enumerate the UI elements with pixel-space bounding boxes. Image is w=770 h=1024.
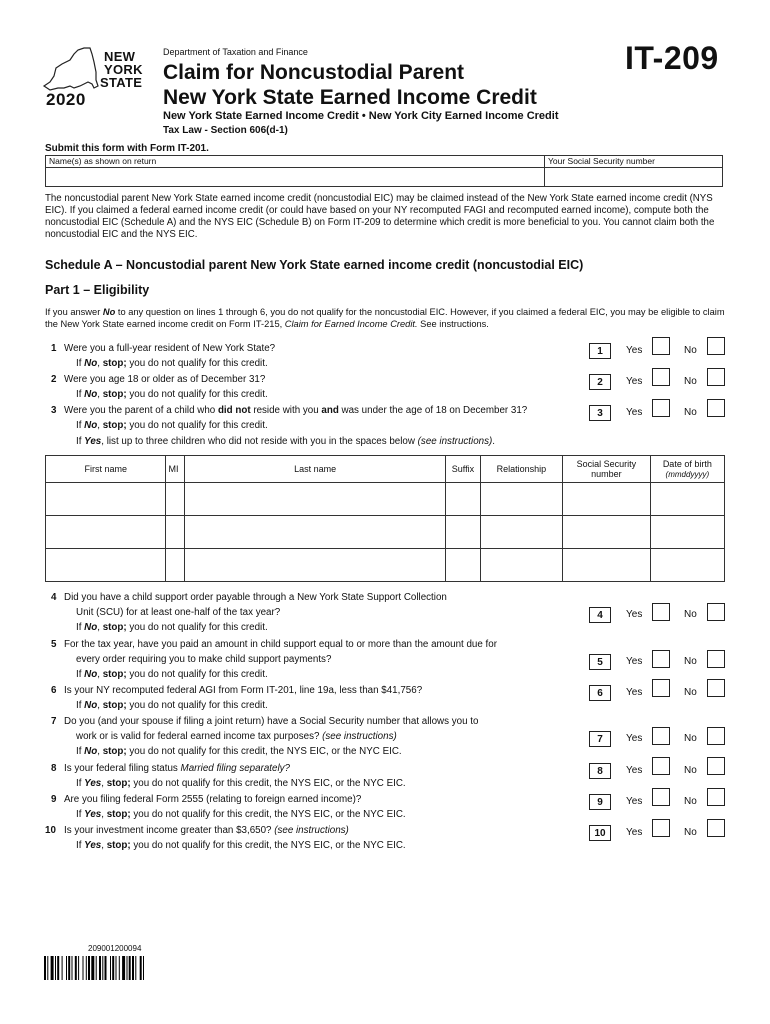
intro-paragraph: The noncustodial parent New York State earned income credit (noncustodial EIC) may be claimed instead of the New York State earned income credit (NYS EIC). If you claimed a federal earned income credit (or could have based on your NY recomputed FAGI and recomputed earned income), compute both the noncustodial EIC (Schedule A) and the NYS EIC (Schedule B) on Form IT-209 to determine which credit is more beneficial to you. You cannot claim both the noncustodial EIC and the NYS EIC. <box>45 193 715 240</box>
no-label: No <box>684 376 697 387</box>
no-label: No <box>684 609 697 620</box>
logo-text-york: YORK <box>104 62 143 77</box>
question-instruction: If Yes, stop; you do not qualify for this credit, the NYS EIC, or the NYC EIC. <box>76 840 406 851</box>
yes-label: Yes <box>626 345 643 356</box>
no-label: No <box>684 407 697 418</box>
question-number: 8 <box>51 763 57 774</box>
no-checkbox[interactable] <box>707 819 725 837</box>
no-checkbox[interactable] <box>707 727 725 745</box>
question-instruction: If Yes, list up to three children who did not reside with you in the spaces below (see instructions). <box>76 436 495 447</box>
col-suffix: Suffix <box>446 456 481 483</box>
child-first-name-cell[interactable] <box>46 549 166 582</box>
no-label: No <box>684 827 697 838</box>
yes-checkbox[interactable] <box>652 679 670 697</box>
child-relationship-cell[interactable] <box>480 483 562 516</box>
line-number-box: 7 <box>589 731 611 747</box>
barcode-icon <box>44 956 194 980</box>
no-checkbox[interactable] <box>707 399 725 417</box>
question-text: Were you a full-year resident of New York State? <box>64 343 276 354</box>
child-last-name-cell[interactable] <box>185 516 446 549</box>
yes-checkbox[interactable] <box>652 368 670 386</box>
child-dob-cell[interactable] <box>650 549 724 582</box>
barcode-number: 209001200094 <box>88 944 142 953</box>
col-relationship: Relationship <box>480 456 562 483</box>
question-text: Do you (and your spouse if filing a joint return) have a Social Security number that allows you to <box>64 716 479 727</box>
form-title-line2: New York State Earned Income Credit <box>163 86 537 109</box>
child-suffix-cell[interactable] <box>446 483 481 516</box>
no-label: No <box>684 733 697 744</box>
question-instruction: If No, stop; you do not qualify for this credit, the NYS EIC, or the NYC EIC. <box>76 746 402 757</box>
yes-checkbox[interactable] <box>652 399 670 417</box>
question-instruction: If No, stop; you do not qualify for this credit. <box>76 358 268 369</box>
yes-label: Yes <box>626 827 643 838</box>
no-label: No <box>684 687 697 698</box>
question-instruction: If Yes, stop; you do not qualify for this credit, the NYS EIC, or the NYC EIC. <box>76 809 406 820</box>
child-row <box>46 549 725 582</box>
col-first-name: First name <box>46 456 166 483</box>
form-title-line1: Claim for Noncustodial Parent <box>163 61 465 84</box>
line-number-box: 3 <box>589 405 611 421</box>
question-text: Were you the parent of a child who did not reside with you and was under the age of 18 on December 31? <box>64 405 528 416</box>
department-name: Department of Taxation and Finance <box>163 47 308 57</box>
yes-label: Yes <box>626 407 643 418</box>
question-number: 6 <box>51 685 57 696</box>
question-instruction: If No, stop; you do not qualify for this credit. <box>76 420 268 431</box>
no-checkbox[interactable] <box>707 368 725 386</box>
child-ssn-cell[interactable] <box>563 516 651 549</box>
question-text: For the tax year, have you paid an amount in child support equal to or more than the amount due for <box>64 639 497 650</box>
child-relationship-cell[interactable] <box>480 549 562 582</box>
form-number: IT-209 <box>625 40 719 76</box>
col-mi: MI <box>166 456 185 483</box>
question-instruction: If No, stop; you do not qualify for this credit. <box>76 669 268 680</box>
child-first-name-cell[interactable] <box>46 516 166 549</box>
part1-title: Part 1 – Eligibility <box>45 283 150 297</box>
no-label: No <box>684 765 697 776</box>
no-checkbox[interactable] <box>707 679 725 697</box>
child-mi-cell[interactable] <box>166 549 185 582</box>
yes-label: Yes <box>626 765 643 776</box>
question-number: 7 <box>51 716 57 727</box>
col-dob: Date of birth (mmddyyyy) <box>650 456 724 483</box>
yes-checkbox[interactable] <box>652 337 670 355</box>
question-number: 1 <box>51 343 57 354</box>
line-number-box: 5 <box>589 654 611 670</box>
question-text: Is your investment income greater than $3,650? (see instructions) <box>64 825 349 836</box>
no-checkbox[interactable] <box>707 650 725 668</box>
question-number: 5 <box>51 639 57 650</box>
tax-law-reference: Tax Law - Section 606(d-1) <box>163 125 288 136</box>
no-checkbox[interactable] <box>707 337 725 355</box>
line-number-box: 1 <box>589 343 611 359</box>
ssn-field-label: Your Social Security number <box>545 156 722 168</box>
no-checkbox[interactable] <box>707 603 725 621</box>
child-last-name-cell[interactable] <box>185 483 446 516</box>
child-dob-cell[interactable] <box>650 516 724 549</box>
question-text: Is your federal filing status Married filing separately? <box>64 763 290 774</box>
yes-label: Yes <box>626 376 643 387</box>
line-number-box: 8 <box>589 763 611 779</box>
no-label: No <box>684 656 697 667</box>
col-last-name: Last name <box>185 456 446 483</box>
question-text: Were you age 18 or older as of December 31? <box>64 374 266 385</box>
names-field[interactable] <box>45 155 545 187</box>
question-text-continued: every order requiring you to make child support payments? <box>76 654 332 665</box>
question-instruction: If Yes, stop; you do not qualify for this credit, the NYS EIC, or the NYC EIC. <box>76 778 406 789</box>
question-instruction: If No, stop; you do not qualify for this credit. <box>76 389 268 400</box>
question-text-continued: Unit (SCU) for at least one-half of the tax year? <box>76 607 281 618</box>
question-number: 10 <box>45 825 56 836</box>
no-checkbox[interactable] <box>707 757 725 775</box>
yes-label: Yes <box>626 609 643 620</box>
child-suffix-cell[interactable] <box>446 549 481 582</box>
question-number: 2 <box>51 374 57 385</box>
question-number: 4 <box>51 592 57 603</box>
line-number-box: 9 <box>589 794 611 810</box>
line-number-box: 2 <box>589 374 611 390</box>
yes-checkbox[interactable] <box>652 650 670 668</box>
line-number-box: 4 <box>589 607 611 623</box>
no-label: No <box>684 796 697 807</box>
names-field-label: Name(s) as shown on return <box>46 156 544 168</box>
yes-label: Yes <box>626 796 643 807</box>
question-text: Is your NY recomputed federal AGI from Form IT-201, line 19a, less than $41,756? <box>64 685 423 696</box>
yes-label: Yes <box>626 733 643 744</box>
children-table <box>45 455 725 582</box>
form-subtitle: New York State Earned Income Credit • New York City Earned Income Credit <box>163 110 559 122</box>
question-number: 9 <box>51 794 57 805</box>
part1-note: If you answer No to any question on lines 1 through 6, you do not qualify for the noncustodial EIC. However, if you claimed a federal EIC, you may be eligible to claim the New York State earned income credit on Form IT-215, Claim for Earned Income Credit. See instructions. <box>45 307 725 329</box>
child-ssn-cell[interactable] <box>563 483 651 516</box>
question-instruction: If No, stop; you do not qualify for this credit. <box>76 622 268 633</box>
line-number-box: 6 <box>589 685 611 701</box>
child-mi-cell[interactable] <box>166 483 185 516</box>
question-text: Are you filing federal Form 2555 (relating to foreign earned income)? <box>64 794 362 805</box>
schedule-a-title: Schedule A – Noncustodial parent New York State earned income credit (noncustodial EIC) <box>45 258 584 272</box>
child-first-name-cell[interactable] <box>46 483 166 516</box>
yes-checkbox[interactable] <box>652 757 670 775</box>
no-label: No <box>684 345 697 356</box>
question-text-continued: work or is valid for federal earned income tax purposes? (see instructions) <box>76 731 397 742</box>
question-instruction: If No, stop; you do not qualify for this credit. <box>76 700 268 711</box>
new-york-state-map-icon <box>40 46 100 94</box>
child-dob-cell[interactable] <box>650 483 724 516</box>
no-checkbox[interactable] <box>707 788 725 806</box>
logo-text-new: NEW <box>104 49 136 64</box>
yes-checkbox[interactable] <box>652 603 670 621</box>
col-ssn: Social Security number <box>563 456 651 483</box>
question-text: Did you have a child support order payable through a New York State Support Collection <box>64 592 447 603</box>
yes-label: Yes <box>626 656 643 667</box>
yes-checkbox[interactable] <box>652 788 670 806</box>
question-number: 3 <box>51 405 57 416</box>
yes-checkbox[interactable] <box>652 727 670 745</box>
child-mi-cell[interactable] <box>166 516 185 549</box>
child-ssn-cell[interactable] <box>563 549 651 582</box>
line-number-box: 10 <box>589 825 611 841</box>
child-suffix-cell[interactable] <box>446 516 481 549</box>
logo-text-state: STATE <box>100 75 143 90</box>
yes-checkbox[interactable] <box>652 819 670 837</box>
tax-year: 2020 <box>46 90 86 109</box>
child-last-name-cell[interactable] <box>185 549 446 582</box>
yes-label: Yes <box>626 687 643 698</box>
ssn-field[interactable] <box>545 155 723 187</box>
child-relationship-cell[interactable] <box>480 516 562 549</box>
submit-note: Submit this form with Form IT-201. <box>45 143 209 154</box>
child-row <box>46 516 725 549</box>
child-row <box>46 483 725 516</box>
